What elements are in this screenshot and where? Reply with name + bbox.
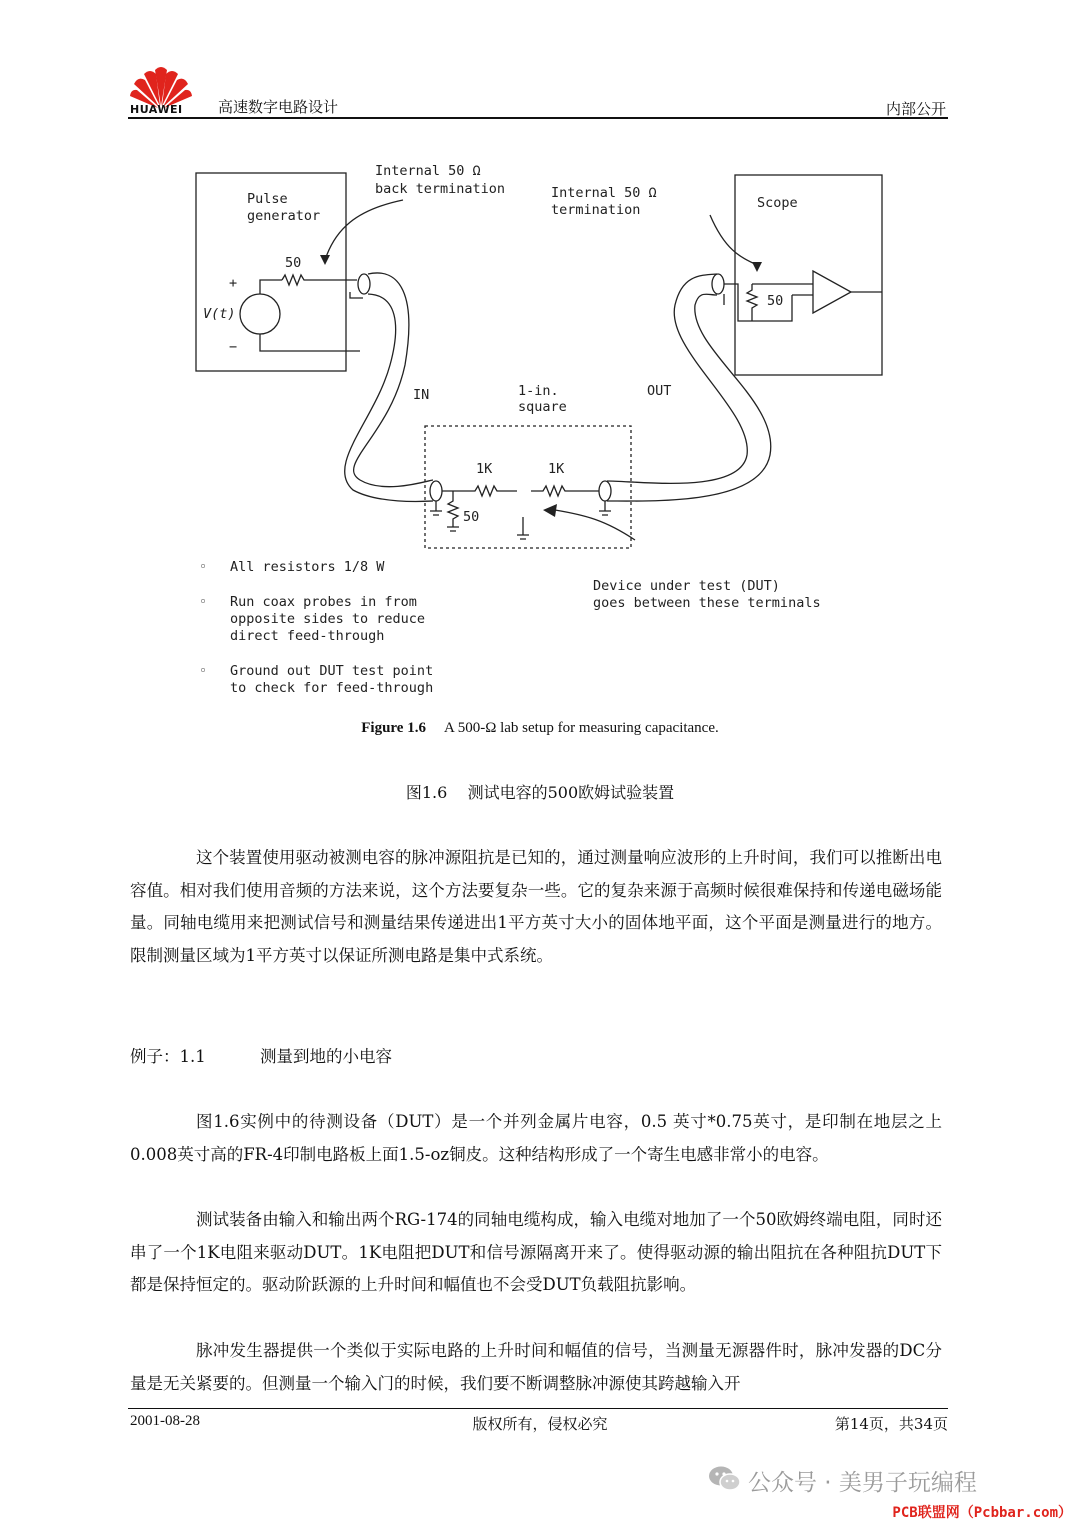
source-resistor-label: 50 (285, 255, 302, 271)
header-rule (128, 117, 948, 119)
figure-caption-text: A 500-Ω lab setup for measuring capacitance. (443, 720, 719, 736)
footer-rule (128, 1408, 948, 1409)
watermark-site: PCB联盟网（Pcbbar.com） (892, 1505, 1072, 1521)
svg-text:Ground out DUT test pointto ch: Ground out DUT test point to check for feed-through (230, 663, 434, 696)
minus-label: − (229, 339, 238, 355)
footer-copyright: 版权所有，侵权必究 (472, 1415, 608, 1433)
plus-label: + (229, 275, 238, 291)
scope-resistor-label: 50 (767, 293, 784, 309)
resistor-1k-b-label: 1K (548, 461, 565, 477)
in-label: IN (413, 387, 430, 403)
paragraph-4: 脉冲发生器提供一个类似于实际电路的上升时间和幅值的信号，当测量无源器件时，脉冲发器的DC分量是无关紧要的。但测量一个输入门的时候，我们要不断调整脉冲源使其跨越输入开 (130, 1341, 942, 1393)
logo-text: HUAWEI (130, 103, 183, 116)
footer-page-number: 第14页，共34页 (834, 1415, 948, 1433)
paragraph-3: 测试装备由输入和输出两个RG-174的同轴电缆构成，输入电缆对地加了一个50欧姆终端电阻，同时还串了一个1K电阻来驱动DUT。1K电阻把DUT和信号源隔离开来了。使得驱动源的输出阻抗在各种阻抗DUT下都是保持恒定的。驱动阶跃源的上升时间和幅值也不会受DUT负载阻抗影响。 (130, 1210, 942, 1294)
vt-label: V(t) (203, 306, 236, 322)
footer-date: 2001-08-28 (130, 1413, 200, 1429)
voltage-source-symbol (240, 294, 280, 334)
figure-1-6-diagram (185, 155, 895, 715)
document-title: 高速数字电路设计 (218, 98, 339, 116)
scope-label: Scope (757, 195, 798, 211)
figure-caption-chinese: 图1.6 测试电容的500欧姆试验装置 (405, 783, 675, 802)
square-label: 1-in. square (518, 383, 567, 415)
pulse-generator-label: Pulse generator (247, 191, 321, 224)
paragraph-1: 这个装置使用驱动被测电容的脉冲源阻抗是已知的，通过测量响应波形的上升时间，我们可以推断出电容值。相对我们使用音频的方法来说，这个方法要复杂一些。它的复杂来源于高频时候很难保持和传递电磁场能量。同轴电缆用来把测试信号和测量结果传递进出1平方英寸大小的固体地平面，这个平面是测量进行的地方。限制测量区域为1平方英寸以保证所测电路是集中式系统。 (130, 848, 942, 965)
example-heading (130, 1043, 392, 1067)
svg-text:Run coax probes in fromopposit: Run coax probes in from opposite sides to reduce direct feed-through (230, 594, 426, 644)
example-label: 例子：1.1 (130, 1047, 206, 1066)
figure-label: Figure 1.6 (361, 720, 426, 736)
figure-bullets (199, 559, 433, 696)
svg-text:◦: ◦ (199, 559, 208, 575)
back-termination-label: Internal 50 Ω back termination (375, 163, 506, 197)
termination-label: Internal 50 Ω termination (551, 185, 657, 218)
classification-label: 内部公开 (885, 100, 946, 118)
dut-note-label: Device under test (DUT) goes between these terminals (593, 578, 821, 611)
out-label: OUT (647, 383, 672, 399)
dut-resistor-label: 50 (463, 509, 480, 525)
watermark-text: 公众号 · 美男子玩编程 (748, 1470, 977, 1496)
svg-text:◦: ◦ (199, 663, 208, 679)
svg-text:All resistors 1/8 W: All resistors 1/8 W (230, 559, 385, 575)
figure-caption-english (0, 720, 1080, 737)
svg-text:◦: ◦ (199, 594, 208, 610)
example-title: 测量到地的小电容 (260, 1047, 392, 1066)
paragraph-2: 图1.6实例中的待测设备（DUT）是一个并列金属片电容，0.5 英寸*0.75英寸，是印制在地层之上0.008英寸高的FR-4印制电路板上面1.5-oz铜皮。这种结构形成了一个寄生电感非常小的电容。 (130, 1112, 942, 1164)
resistor-1k-a-label: 1K (476, 461, 493, 477)
wechat-icon (708, 1465, 742, 1493)
